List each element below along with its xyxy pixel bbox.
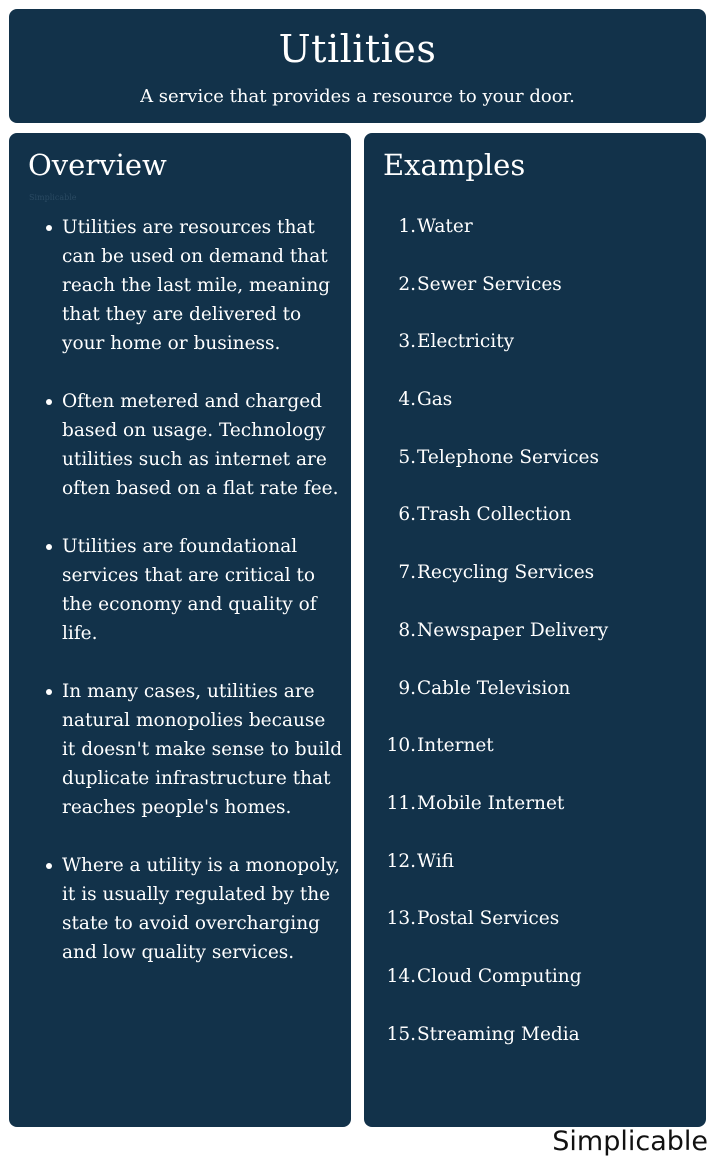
example-label: Newspaper Delivery [417, 619, 609, 641]
example-number: 8. [398, 619, 416, 641]
example-label: Postal Services [417, 908, 560, 930]
example-number: 15. [386, 1023, 416, 1045]
watermark: Simplicable [29, 193, 77, 202]
example-item [364, 962, 706, 1020]
page-subtitle: A service that provides a resource to your door. [140, 86, 575, 107]
example-number: 3. [398, 331, 416, 353]
example-number: 5. [398, 446, 416, 468]
example-number: 4. [398, 389, 416, 411]
example-number: 6. [398, 504, 416, 526]
example-label: Water [417, 216, 473, 237]
example-item [364, 270, 706, 328]
example-label: Telephone Services [417, 446, 599, 468]
overview-bullet: In many cases, utilities are natural monopolies because it doesn't make sense to build duplicate infrastructure that reaches people's homes. [62, 677, 344, 822]
example-number: 14. [386, 965, 416, 987]
example-number: 10. [386, 735, 416, 757]
example-item [364, 616, 706, 674]
example-label: Internet [417, 735, 494, 757]
example-label: Trash Collection [417, 504, 572, 526]
overview-panel [9, 133, 351, 1127]
example-item [364, 847, 706, 905]
brand-logo-text: Simplicable [552, 1126, 708, 1157]
example-number: 12. [386, 850, 416, 872]
page-title: Utilities [278, 27, 437, 71]
example-item [364, 443, 706, 501]
overview-bullet: Utilities are resources that can be used on demand that reach the last mile, meaning that they are delivered to your home or business. [62, 213, 344, 358]
example-label: Streaming Media [417, 1023, 580, 1045]
example-number: 1. [398, 216, 416, 237]
example-number: 7. [398, 562, 416, 584]
example-number: 9. [398, 677, 416, 699]
example-label: Wifi [417, 850, 454, 872]
example-item [364, 904, 706, 962]
example-item [364, 789, 706, 847]
examples-panel [364, 133, 706, 1127]
example-label: Electricity [417, 331, 515, 353]
examples-heading: Examples [383, 148, 526, 182]
examples-list [364, 212, 706, 1077]
overview-bullet: Utilities are foundational services that are critical to the economy and quality of life. [62, 532, 344, 648]
example-item [364, 674, 706, 732]
overview-bullet-list [62, 213, 344, 996]
example-item [364, 212, 706, 270]
example-label: Cloud Computing [417, 965, 582, 987]
example-label: Recycling Services [417, 562, 595, 584]
example-number: 13. [386, 908, 416, 930]
example-item [364, 1020, 706, 1078]
example-label: Cable Television [417, 677, 571, 699]
example-label: Sewer Services [417, 273, 562, 295]
example-item [364, 385, 706, 443]
example-number: 2. [398, 273, 416, 295]
example-label: Mobile Internet [417, 792, 565, 814]
example-number: 11. [386, 792, 416, 814]
overview-heading: Overview [28, 148, 167, 182]
example-label: Gas [417, 389, 453, 411]
overview-bullet: Often metered and charged based on usage. Technology utilities such as internet are often based on a flat rate fee. [62, 387, 344, 503]
example-item [364, 731, 706, 789]
header-banner [9, 9, 706, 123]
example-item [364, 500, 706, 558]
overview-bullet: Where a utility is a monopoly, it is usually regulated by the state to avoid overcharging and low quality services. [62, 851, 344, 967]
example-item [364, 327, 706, 385]
example-item [364, 558, 706, 616]
